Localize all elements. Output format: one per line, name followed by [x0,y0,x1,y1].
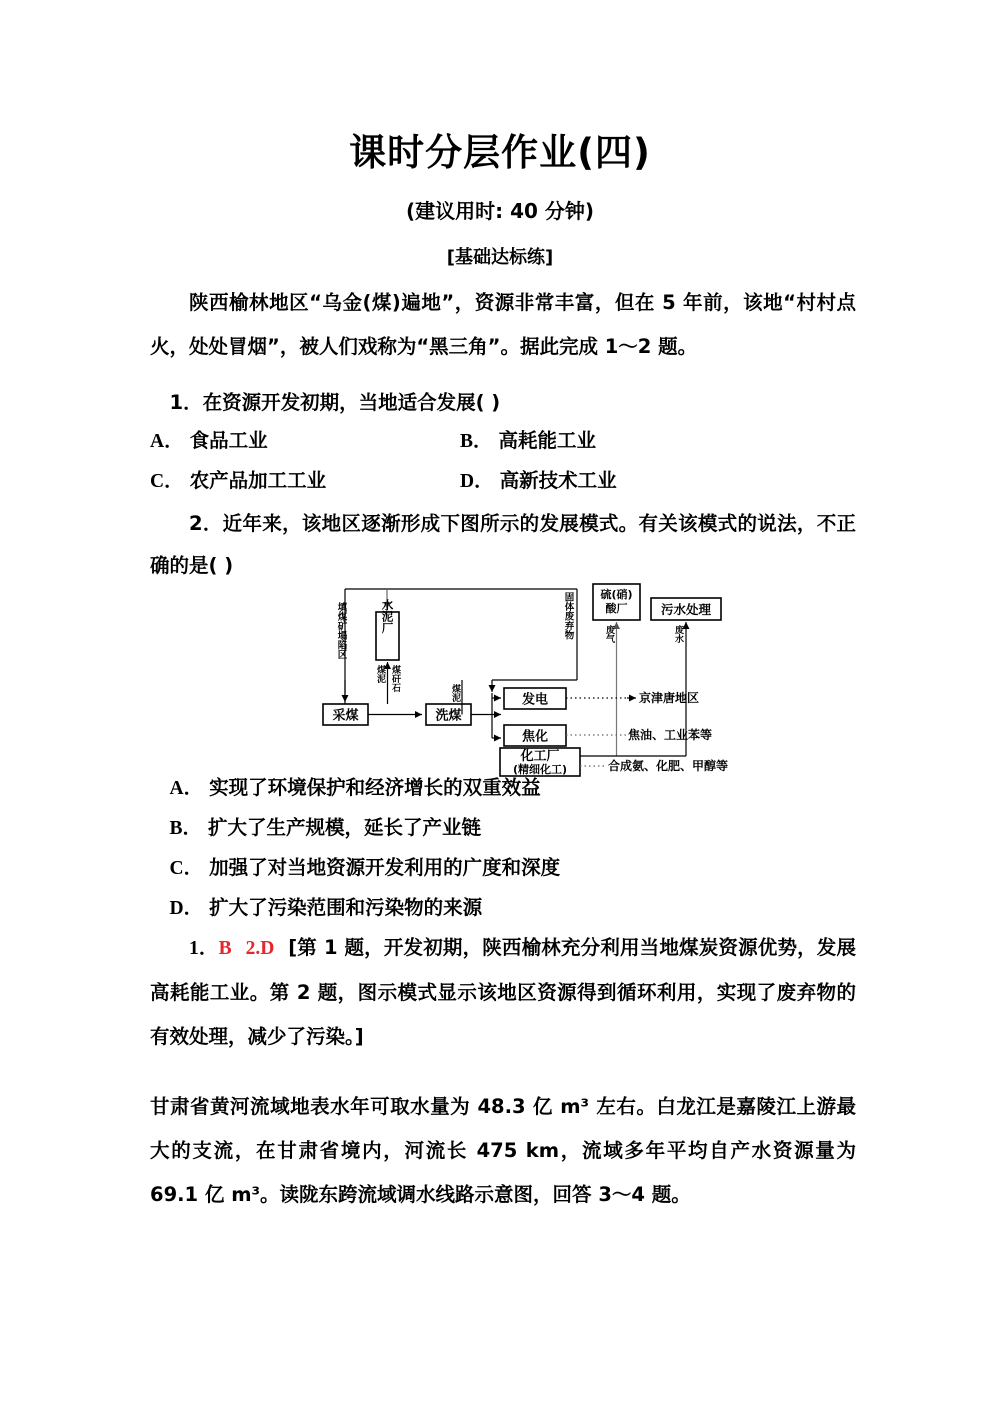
box-coking-label: 焦化 [521,729,549,745]
box-coal-washing [426,704,471,725]
box-coal-mining [323,704,368,725]
option-2-A[interactable] [150,768,856,809]
option-2-D-label: D． [169,898,204,919]
option-2-A-text: 实现了环境保护和经济增长的双重效益 [209,776,541,799]
option-1-B[interactable] [460,425,596,453]
box-chemical-plant-label-1: 化工厂 [520,749,560,764]
option-1-C-text: 农产品加工工业 [189,469,327,492]
option-1-A-label: A． [150,431,184,452]
option-2-D[interactable] [150,888,856,929]
edge-label-tianmeikuang: 填煤矿塌陷区 [335,602,347,659]
edge-label-waste-water: 废水 [673,625,683,643]
box-power-generation [504,688,566,709]
option-2-C-text: 加强了对当地资源开发利用的广度和深度 [209,856,561,879]
option-2-C[interactable] [150,848,856,889]
option-1-D-text: 高新技术工业 [499,469,617,492]
box-coal-washing-label: 洗煤 [435,708,462,724]
option-1-A[interactable] [150,425,460,453]
option-2-C-label: C． [169,858,204,879]
option-2-B-text: 扩大了生产规模，延长了产业链 [208,816,482,839]
option-1-C[interactable] [150,465,460,493]
option-1-B-label: B． [460,431,493,452]
box-chemical-plant-label-2: (精细化工) [512,763,568,776]
box-cement-plant-label: 水泥厂 [380,598,395,634]
coal-industry-flow-diagram [296,580,736,776]
box-sewage-treatment-label: 污水处理 [660,602,712,617]
answer-q1-number: 1． [189,938,219,959]
output-label-jingjintang: 京津唐地区 [639,691,700,705]
edge-label-meiganshi: 煤矸石 [390,665,400,692]
box-coal-mining-label: 采煤 [332,708,359,724]
box-power-generation-label: 发电 [521,692,549,708]
question-1-options-row-2 [150,465,856,493]
option-1-B-text: 高耗能工业 [498,429,597,452]
answer-q2-value: 2.D [245,938,275,959]
option-2-B[interactable] [150,808,856,849]
passage-1: 陕西榆林地区“乌金(煤)遍地”，资源非常丰富，但在 5 年前，该地“村村点火，处处冒烟”，被人们戏称为“黑三角”。据此完成 1～2 题。 [150,291,856,358]
question-2-stem: 2．近年来，该地区逐渐形成下图所示的发展模式。有关该模式的说法，不正确的是( ) [150,512,856,577]
box-sulfuric-acid-label-1: 硫(硝) [600,588,633,601]
option-1-C-label: C． [150,471,184,492]
option-2-D-text: 扩大了污染范围和污染物的来源 [209,896,483,919]
answer-explanation-block [150,926,856,1059]
answer-explanation-text: [第 1 题，开发初期，陕西榆林充分利用当地煤炭资源优势，发展高耗能工业。第 2 题，图示模式显示该地区资源得到循环利用，实现了废弃物的有效处理，减少了污染。] [150,936,856,1048]
edge-label-solid-waste: 固体废弃物 [562,592,574,640]
answer-q1-value: B [218,938,232,959]
option-1-D-label: D． [460,471,494,492]
question-1-options-row-1 [150,425,856,453]
option-1-A-text: 食品工业 [189,429,268,452]
box-cement-plant [376,598,399,660]
option-2-A-label: A． [169,778,204,799]
edge-label-meini-mid: 煤泥 [450,684,460,702]
box-sewage-treatment [651,598,721,620]
output-label-hechengan: 合成氨、化肥、甲醇等 [608,759,729,773]
box-sulfuric-acid-plant [593,584,640,620]
edge-label-waste-gas: 废气 [604,625,614,643]
edge-label-meini-left: 煤泥 [375,665,385,683]
option-1-D[interactable] [460,465,617,493]
output-label-jiaoyou: 焦油、工业苯等 [628,728,713,742]
passage-2: 甘肃省黄河流域地表水年可取水量为 48.3 亿 m³ 左右。白龙江是嘉陵江上游最大的支流，在甘肃省境内，河流长 475 km，流域多年平均自产水资源量为 69.1 亿 m³。读陇东跨流域调水线路示意图，回答 3～4 题。 [150,1095,856,1206]
suggested-time: (建议用时: 40 分钟) [405,199,595,223]
section-heading: [基础达标练] [446,247,554,268]
box-sulfuric-acid-label-2: 酸厂 [605,602,628,615]
question-1-stem: 1．在资源开发初期，当地适合发展( ) [169,391,501,414]
option-2-B-label: B． [169,818,203,839]
box-coking [504,725,566,746]
page-title: 课时分层作业(四) [349,131,651,174]
